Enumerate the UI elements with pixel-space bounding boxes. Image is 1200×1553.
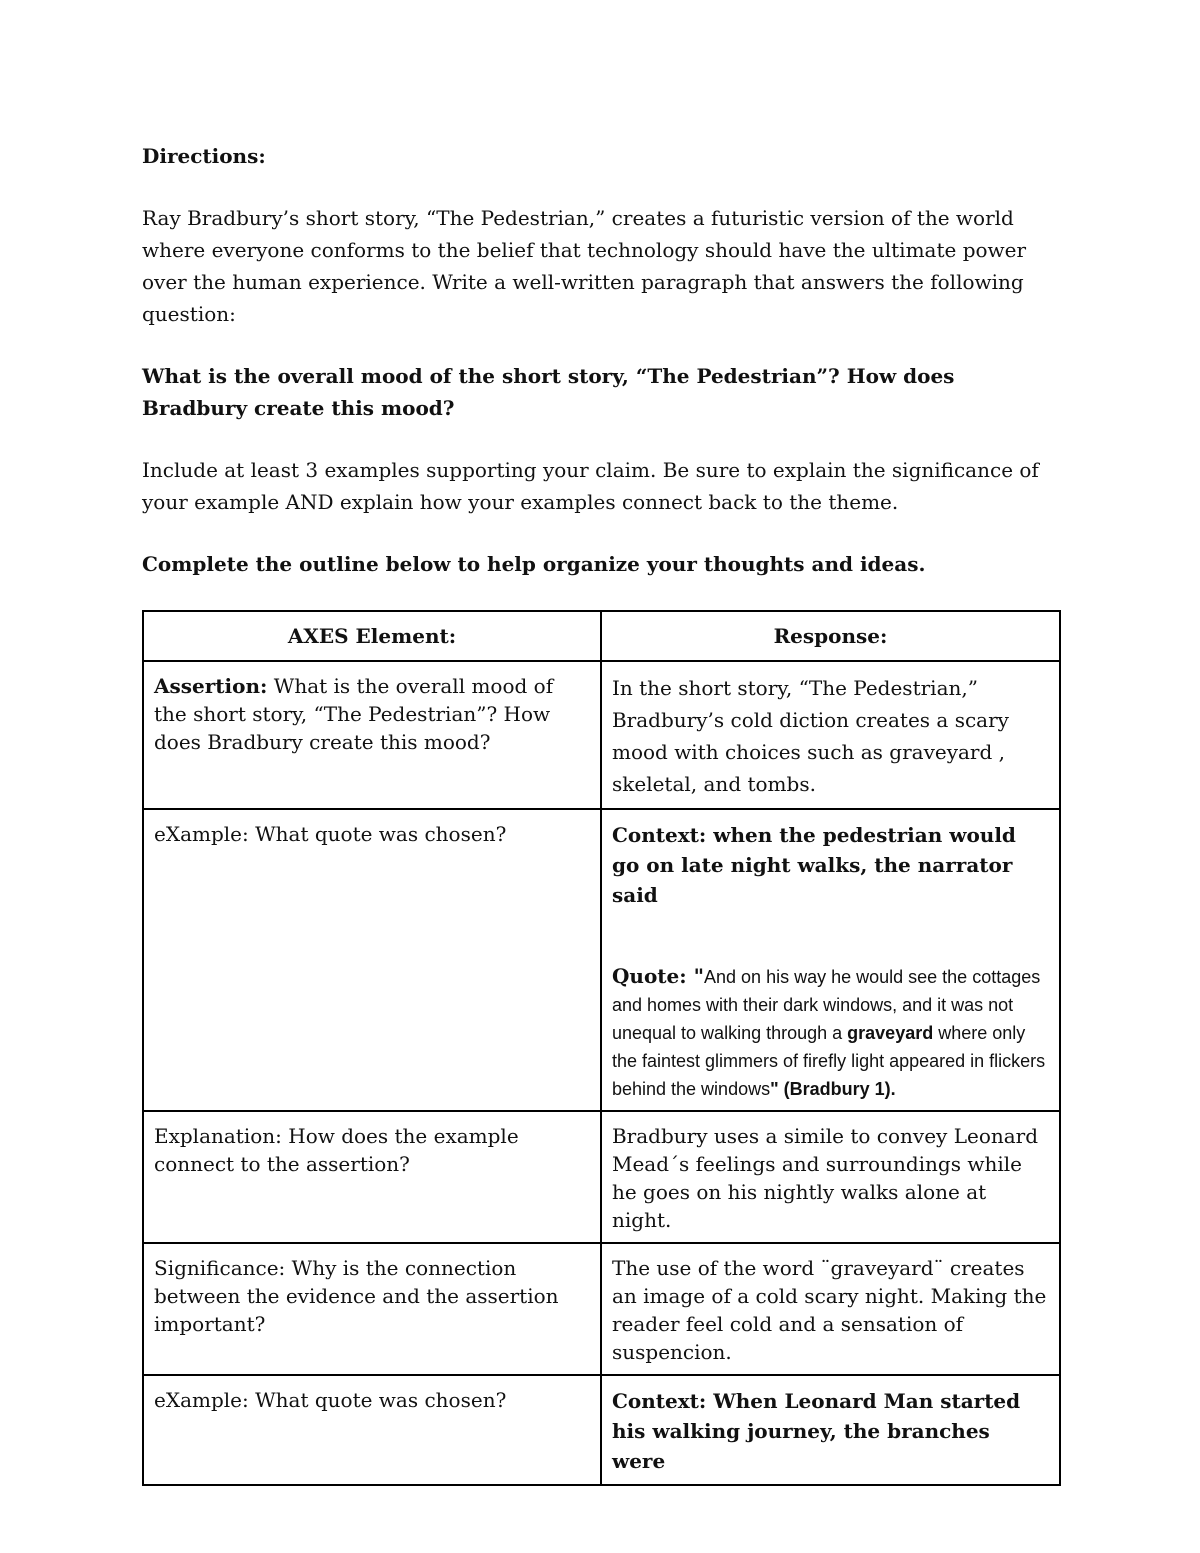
include-paragraph: Include at least 3 examples supporting your claim. Be sure to explain the significance of your example AND explain how your examples connect back to the theme.: [142, 458, 1039, 514]
assertion-label: Assertion:: [154, 674, 268, 698]
document-content: [142, 140, 1062, 1486]
directions-heading: Directions:: [142, 144, 266, 168]
spacer: [612, 910, 1049, 962]
explanation-response-cell: Bradbury uses a simile to convey Leonard Mead´s feelings and surroundings while he goes on his nightly walks alone at night.: [601, 1111, 1060, 1243]
header-axes-element: AXES Element:: [143, 611, 601, 661]
significance-prompt-cell: Significance: Why is the connection between the evidence and the assertion important?: [143, 1243, 601, 1375]
assertion-response-cell: In the short story, “The Pedestrian,” Bradbury’s cold diction creates a scary mood with choices such as graveyard , skeletal, and tombs.: [601, 661, 1060, 809]
example2-context-cell: Context: When Leonard Man started his walking journey, the branches were: [601, 1375, 1060, 1485]
axes-outline-table: [142, 610, 1061, 1486]
example1-context: Context: when the pedestrian would go on late night walks, the narrator said: [611, 823, 1016, 907]
table-header-row: [143, 611, 1060, 661]
assertion-prompt-cell: [143, 661, 601, 809]
table-row-example-1: [143, 809, 1060, 1111]
significance-response-cell: The use of the word ¨graveyard¨ creates an image of a cold scary night. Making the reader feel cold and a sensation of suspencion.: [601, 1243, 1060, 1375]
example1-response-cell: [601, 809, 1060, 1111]
example1-prompt-cell: eXample: What quote was chosen?: [143, 809, 601, 1111]
table-row-example-2: [143, 1375, 1060, 1485]
explanation-prompt-cell: Explanation: How does the example connect to the assertion?: [143, 1111, 601, 1243]
question-paragraph: What is the overall mood of the short story, “The Pedestrian”? How does Bradbury create this mood?: [142, 364, 955, 420]
example1-quote: [612, 962, 1049, 1102]
quote-citation: " (Bradbury 1).: [770, 1079, 896, 1099]
complete-instruction: Complete the outline below to help organize your thoughts and ideas.: [142, 552, 926, 576]
quote-label: Quote: ": [611, 964, 705, 988]
table-row-assertion: [143, 661, 1060, 809]
quote-text-part1: And on his way he would see the cottages and homes with their dark windows, and it was not unequal to walking through a: [611, 967, 1041, 1043]
assertion-prompt: What is the overall mood of the short story, “The Pedestrian”? How does Bradbury create this mood?: [154, 674, 554, 754]
quote-text-part2: where only the faintest glimmers of firefly light appeared in flickers behind the windows: [611, 1023, 1046, 1099]
example2-prompt-cell: eXample: What quote was chosen?: [143, 1375, 601, 1485]
intro-paragraph: Ray Bradbury’s short story, “The Pedestrian,” creates a futuristic version of the world where everyone conforms to the belief that technology should have the ultimate power over the human experience. Write a well-written paragraph that answers the following question:: [142, 206, 1027, 326]
header-response: Response:: [601, 611, 1060, 661]
table-row-explanation: [143, 1111, 1060, 1243]
quote-text-bold: graveyard: [847, 1023, 934, 1043]
table-row-significance: [143, 1243, 1060, 1375]
